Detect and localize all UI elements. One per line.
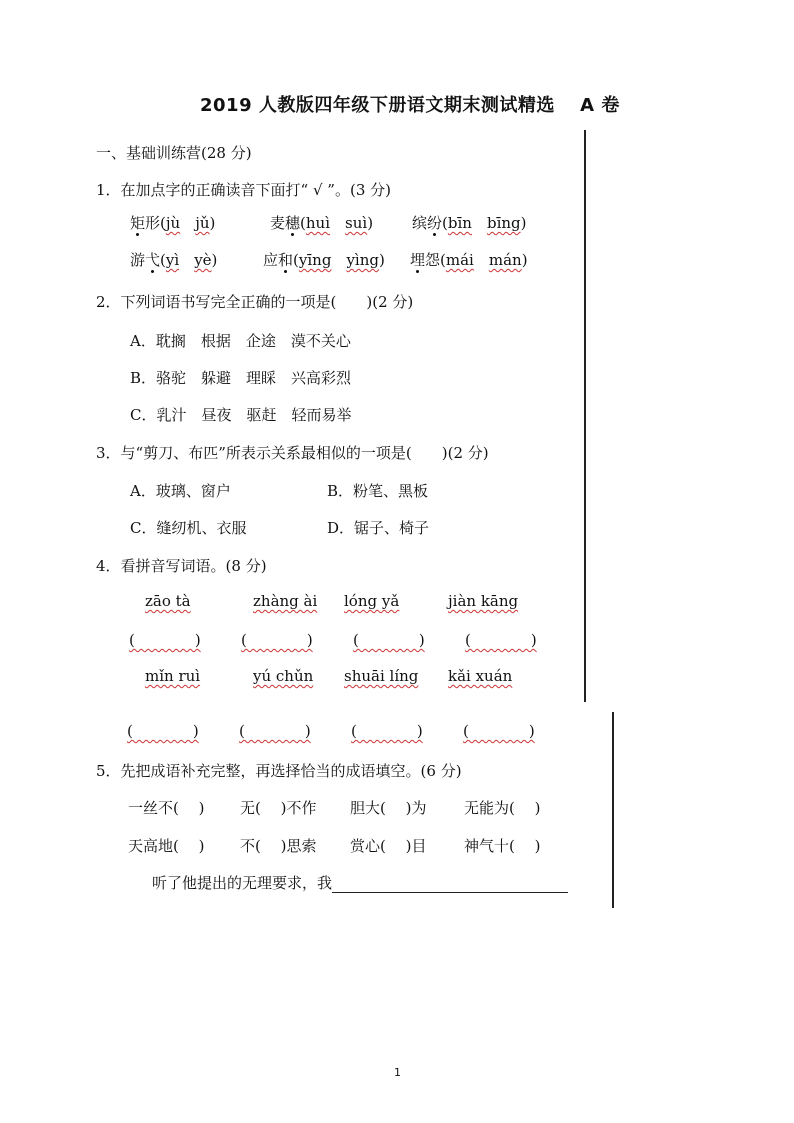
- q1-item: 缤纷(bīn bīng): [412, 214, 527, 232]
- answer-blank[interactable]: ( ): [129, 631, 201, 649]
- answer-blank[interactable]: ( ): [463, 722, 535, 740]
- pinyin-item: jiàn kāng: [448, 592, 519, 610]
- answer-blank[interactable]: ( ): [241, 631, 313, 649]
- q1-item: 游弋(yì yè): [130, 251, 218, 269]
- q1-item: 麦穗(huì suì): [270, 214, 374, 232]
- answer-line[interactable]: [332, 874, 568, 893]
- q1-item: 应和(yīng yìng): [263, 251, 385, 269]
- idiom-item[interactable]: 天高地( ): [128, 837, 205, 855]
- page-title: 2019 人教版四年级下册语文期末测试精选 A 卷: [200, 95, 620, 116]
- q1-item: 埋怨(mái mán): [410, 251, 528, 269]
- section-heading: 一、基础训练营(28 分): [96, 144, 252, 162]
- question-2-prompt: 2．下列词语书写完全正确的一项是( )(2 分): [96, 293, 414, 311]
- idiom-item[interactable]: 不( )思索: [240, 837, 317, 855]
- idiom-item[interactable]: 无能为( ): [464, 799, 541, 817]
- q1-item: 矩形(jù jǔ): [130, 214, 216, 232]
- question-5-prompt: 5．先把成语补充完整，再选择恰当的成语填空。(6 分): [96, 762, 462, 780]
- idiom-item[interactable]: 一丝不( ): [128, 799, 205, 817]
- question-1-prompt: 1．在加点字的正确读音下面打“ √ ”。(3 分): [96, 181, 391, 199]
- pinyin-item: zāo tà: [145, 592, 191, 610]
- pinyin-item: lóng yǎ: [344, 592, 400, 610]
- page-number: 1: [394, 1066, 401, 1079]
- answer-blank[interactable]: ( ): [127, 722, 199, 740]
- fill-sentence: 听了他提出的无理要求，我: [152, 872, 568, 893]
- q3-option-d[interactable]: D．锯子、椅子: [327, 519, 430, 537]
- column-divider-right-lower: [612, 712, 614, 908]
- answer-blank[interactable]: ( ): [351, 722, 423, 740]
- answer-blank[interactable]: ( ): [465, 631, 537, 649]
- idiom-item[interactable]: 无( )不作: [240, 799, 317, 817]
- q3-option-a[interactable]: A．玻璃、窗户: [130, 482, 231, 500]
- question-3-prompt: 3．与“剪刀、布匹”所表示关系最相似的一项是( )(2 分): [96, 444, 489, 462]
- q2-option-b[interactable]: B．骆驼 躲避 理睬 兴高彩烈: [130, 369, 352, 387]
- pinyin-item: zhàng ài: [253, 592, 318, 610]
- answer-blank[interactable]: ( ): [353, 631, 425, 649]
- pinyin-item: mǐn ruì: [145, 667, 201, 685]
- q3-option-c[interactable]: C．缝纫机、衣服: [130, 519, 247, 537]
- idiom-item[interactable]: 胆大( )为: [350, 799, 427, 817]
- pinyin-item: shuāi líng: [344, 667, 419, 685]
- pinyin-item: yú chǔn: [253, 667, 314, 685]
- column-divider-right-upper: [584, 130, 586, 702]
- answer-blank[interactable]: ( ): [239, 722, 311, 740]
- idiom-item[interactable]: 赏心( )目: [350, 837, 427, 855]
- q2-option-a[interactable]: A．耽搁 根据 企途 漠不关心: [130, 332, 351, 350]
- idiom-item[interactable]: 神气十( ): [464, 837, 541, 855]
- question-4-prompt: 4．看拼音写词语。(8 分): [96, 557, 267, 575]
- q3-option-b[interactable]: B．粉笔、黑板: [327, 482, 429, 500]
- pinyin-item: kǎi xuán: [448, 667, 513, 685]
- q2-option-c[interactable]: C．乳汁 昼夜 驱赶 轻而易举: [130, 406, 352, 424]
